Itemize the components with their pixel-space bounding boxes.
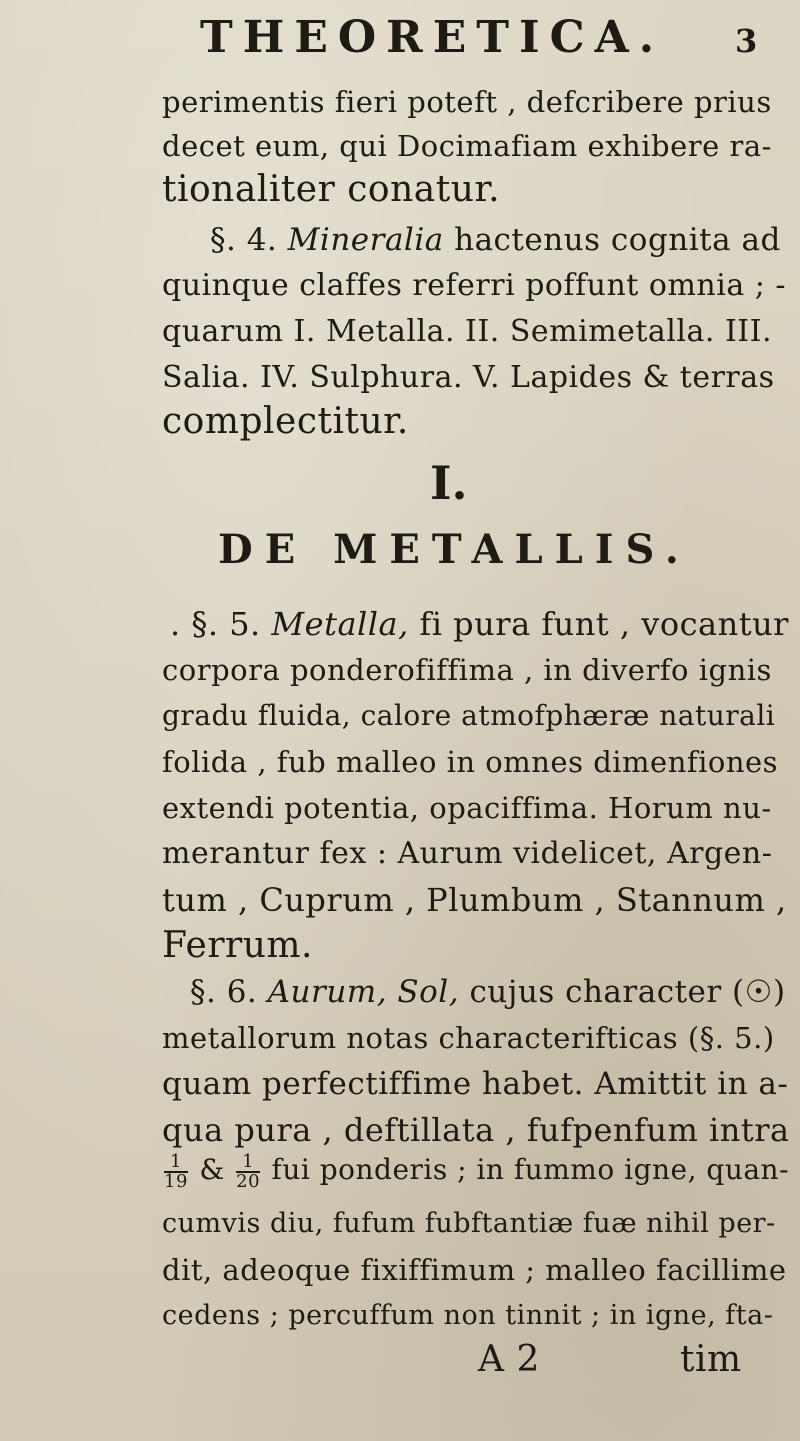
section-number: I.	[430, 456, 468, 510]
section-mark: . §. 5.	[170, 605, 261, 643]
fraction-numerator: 1	[169, 1150, 182, 1172]
section-mark: §. 6.	[190, 974, 258, 1010]
text-line: tum , Cuprum , Plumbum , Stannum ,	[162, 881, 787, 919]
text-line: merantur fex : Aurum videlicet, Argen-	[162, 836, 773, 871]
text-span: cujus character (☉)	[469, 974, 786, 1010]
fraction	[236, 1150, 261, 1192]
text-line: gradu fluida, calore atmofphæræ naturali	[162, 699, 776, 732]
text-line: tionaliter conatur.	[162, 169, 501, 210]
text-line: extendi potentia, opaciffima. Horum nu-	[162, 791, 772, 825]
section-mark: §. 4.	[210, 222, 278, 258]
section-title: DE METALLIS.	[218, 526, 691, 573]
catchword: tim	[680, 1339, 742, 1380]
text-line: cedens ; percuffum non tinnit ; in igne, fta-	[162, 1300, 774, 1331]
text-line: qua pura , deftillata , fufpenfum intra	[162, 1111, 790, 1149]
italic-term: Mineralia	[287, 222, 444, 258]
text-line: corpora ponderofiffima , in diverfo ignis	[162, 653, 772, 687]
text-line: metallorum notas characterifticas (§. 5.)	[162, 1021, 775, 1055]
paragraph-4-line-1	[210, 220, 781, 260]
text-line: complectitur.	[162, 401, 409, 442]
signature-mark: A 2	[478, 1339, 540, 1380]
text-line: folida , fub malleo in omnes dimenfiones	[162, 745, 779, 779]
text-line: quinque claffes referri poffunt omnia ; -	[162, 268, 787, 303]
text-line: quam perfectiffime habet. Amittit in a-	[162, 1066, 789, 1102]
italic-term: Aurum, Sol,	[267, 974, 460, 1010]
paragraph-5-line-1	[170, 604, 789, 644]
text-line: cumvis diu, fufum fubftantiæ fuæ nihil per-	[162, 1208, 776, 1239]
paragraph-6-line-1	[190, 972, 786, 1012]
paragraph-6-line-5	[162, 1150, 789, 1191]
text-line: Ferrum.	[162, 925, 313, 966]
text-line: decet eum, qui Docimafiam exhibere ra-	[162, 129, 772, 163]
text-line: quarum I. Metalla. II. Semimetalla. III.	[162, 314, 773, 349]
text-line: perimentis fieri poteft , defcribere prius	[162, 85, 772, 119]
fraction-denominator: 19	[164, 1170, 188, 1192]
text-span: fui ponderis ; in fummo igne, quan-	[271, 1153, 790, 1186]
fraction-denominator: 20	[236, 1170, 261, 1192]
page-number: 3	[735, 22, 758, 60]
running-title: THEORETICA.	[200, 12, 665, 63]
text-line: dit, adeoque fixiffimum ; malleo facillime	[162, 1253, 787, 1287]
text-line: Salia. IV. Sulphura. V. Lapides & terras	[162, 360, 775, 395]
italic-term: Metalla,	[271, 605, 409, 643]
text-span: fi pura funt , vocantur	[419, 605, 789, 643]
fraction	[164, 1150, 188, 1192]
text-span: hactenus cognita ad	[454, 222, 781, 258]
text-span: &	[199, 1153, 225, 1186]
fraction-numerator: 1	[242, 1150, 255, 1172]
